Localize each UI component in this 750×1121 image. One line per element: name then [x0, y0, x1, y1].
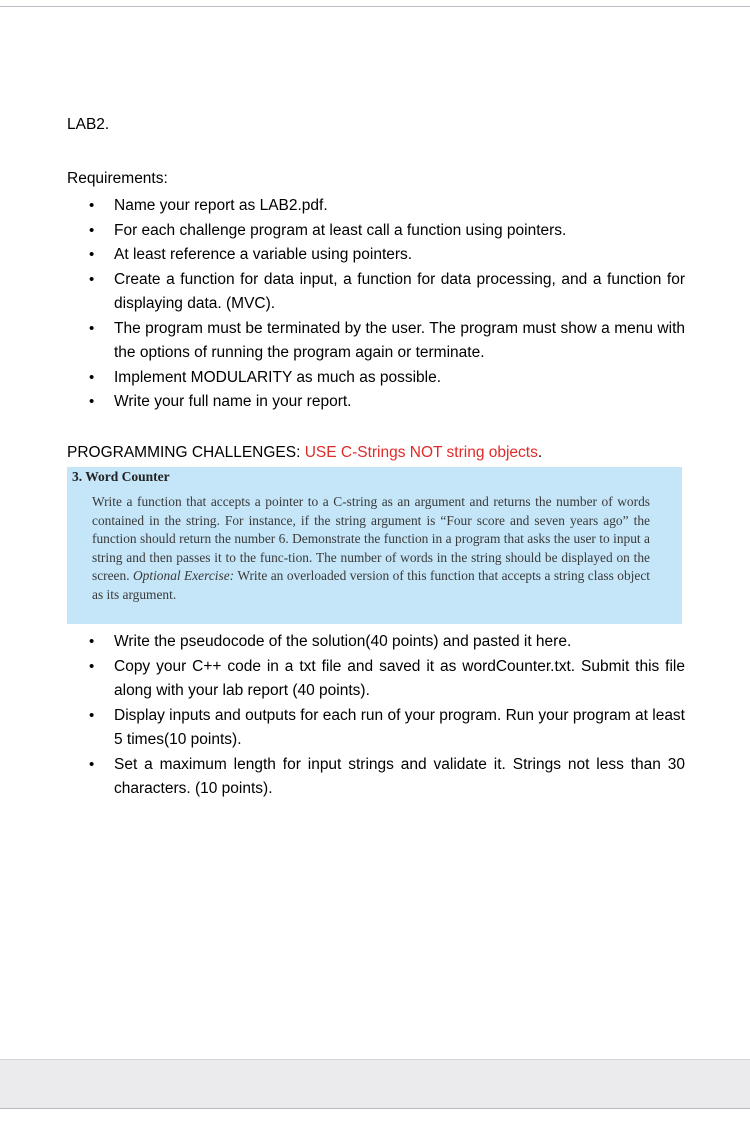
list-item: • Display inputs and outputs for each run of your program. Run your program at least 5 times(10 points). [67, 704, 685, 753]
list-item: • For each challenge program at least call a function using pointers. [67, 219, 685, 244]
list-item: • Name your report as LAB2.pdf. [67, 194, 685, 219]
list-item: • Create a function for data input, a function for data processing, and a function for displaying data. (MVC). [67, 268, 685, 317]
bullet-icon: • [89, 633, 95, 650]
optional-label: Optional Exercise: [133, 568, 235, 583]
tasks-list [67, 630, 685, 802]
requirements-heading: Requirements: [67, 170, 168, 187]
bullet-icon: • [89, 755, 95, 773]
bullet-icon: • [89, 270, 95, 288]
bullet-icon: • [89, 246, 95, 263]
bullet-icon: • [89, 657, 95, 675]
list-item: • At least reference a variable using pointers. [67, 243, 685, 268]
document-title: LAB2. [67, 116, 110, 133]
challenges-heading: PROGRAMMING CHALLENGES: USE C-Strings NOT string objects. [67, 444, 543, 461]
document-page [0, 7, 750, 1060]
bullet-icon: • [89, 706, 95, 724]
bullet-icon: • [89, 197, 95, 214]
requirements-list [67, 194, 685, 415]
bottom-edge [0, 1109, 750, 1121]
exercise-box [67, 467, 682, 624]
bullet-icon: • [89, 368, 95, 386]
list-item: • Write the pseudocode of the solution(40 points) and pasted it here. [67, 630, 685, 655]
exercise-body: Write a function that accepts a pointer to a C-string as an argument and returns the number of words contained in the string. For instance, if the string argument is “Four score and seven years ago” the function should return the number 6. Demonstrate the function in a program that asks the user to input a string and then passes it to the func-tion. The number of words in the string should be displayed on the screen. Optional Exercise: Write an overloaded version of this function that accepts a string class object as its argument. [92, 494, 650, 602]
exercise-title: 3. Word Counter [72, 469, 170, 484]
list-item: • The program must be terminated by the user. The program must show a menu with the options of running the program again or terminate. [67, 317, 685, 366]
bullet-icon: • [89, 221, 95, 239]
list-item: • Set a maximum length for input strings and validate it. Strings not less than 30 characters. (10 points). [67, 753, 685, 802]
list-item: • Write your full name in your report. [67, 390, 685, 415]
page-footer-band [0, 1060, 750, 1109]
list-item: • Copy your C++ code in a txt file and saved it as wordCounter.txt. Submit this file along with your lab report (40 points). [67, 655, 685, 704]
list-item: • Implement MODULARITY as much as possible. [67, 366, 685, 391]
top-edge [0, 0, 750, 7]
bullet-icon: • [89, 319, 95, 337]
bullet-icon: • [89, 393, 95, 410]
challenges-note: USE C-Strings NOT string objects [304, 444, 538, 461]
